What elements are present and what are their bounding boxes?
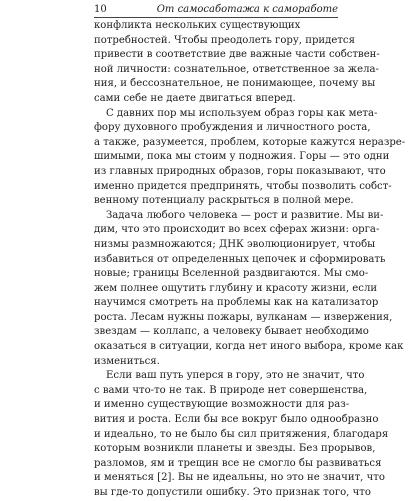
text-line: из главных природных образов, горы показывают, что xyxy=(94,165,386,177)
text-line: потребностей. Чтобы преодолеть гору, придется xyxy=(94,34,355,46)
header-rule xyxy=(94,17,338,18)
text-line: привести в соответствие две важные части собствен- xyxy=(94,49,380,61)
text-line: которым возникли планеты и звезды. Без прорывов, xyxy=(94,443,376,455)
page-number: 10 xyxy=(94,4,107,15)
text-line: фору духовного пробуждения и личностного роста, xyxy=(94,122,371,134)
text-line: избавиться от определенных цепочек и сформировать xyxy=(94,253,386,265)
text-line: научимся смотреть на проблемы как на катализатор xyxy=(94,297,379,309)
text-line: С давних пор мы используем образ горы как мета- xyxy=(106,107,378,119)
text-line: ния, и бессознательное, не понимающее, почему вы xyxy=(94,78,376,90)
text-line: и меняться [2]. Вы не идеальны, но это не значит, что xyxy=(94,472,385,484)
text-line: вития и роста. Если бы все вокруг было однообразно xyxy=(94,414,379,426)
text-line: Задача любого человека — рост и развитие. Мы ви- xyxy=(106,209,384,221)
text-line: ной личности: сознательное, ответственное за жела- xyxy=(94,63,379,75)
page-body xyxy=(94,19,406,501)
running-title: От самосаботажа к самоработе xyxy=(156,4,338,15)
text-line: с вами что-то не так. В природе нет совершенства, xyxy=(94,384,368,396)
paragraph xyxy=(94,107,406,209)
running-header xyxy=(94,4,338,16)
text-line: и именно существующие возможности для раз- xyxy=(94,399,350,411)
text-line: сами себе не даете двигаться вперед. xyxy=(94,92,296,104)
text-line: конфликта нескольких существующих xyxy=(94,20,301,31)
text-line: роста. Лесам нужны пожары, вулканам — извержения, xyxy=(94,311,393,323)
text-line: а также, разумеется, проблем, которые кажутся неразре- xyxy=(94,136,406,148)
text-line: и идеально, то не было бы сил притяжения, благодаря xyxy=(94,428,389,440)
text-line: вы где-то допустили ошибку. Это признак того, что xyxy=(94,487,371,498)
text-line: шимыми, пока мы стоим у подножия. Горы — это одни xyxy=(94,151,390,163)
text-line: измениться. xyxy=(94,355,160,367)
text-line: жем полнее ощутить глубину и красоту жизни, если xyxy=(94,282,378,294)
text-line: дим, что это происходит во всех сферах жизни: орга- xyxy=(94,224,380,236)
text-line: звездам — коллапс, а человеку бывает необходимо xyxy=(94,326,369,338)
text-line: венному потенциалу раскрыться в полной мере. xyxy=(94,195,354,207)
text-line: новые; границы Вселенной раздвигаются. Мы смо- xyxy=(94,268,369,280)
text-line: оказаться в ситуации, когда нет иного выбора, кроме как xyxy=(94,341,404,353)
text-line: низмы размножаются; ДНК эволюционирует, чтобы xyxy=(94,238,376,250)
text-line: Если ваш путь уперся в гору, это не значит, что xyxy=(106,370,365,382)
paragraph xyxy=(94,369,389,500)
text-line: разломов, ям и трещин все не смогло бы развиваться xyxy=(94,457,382,469)
paragraph xyxy=(94,209,404,370)
paragraph xyxy=(94,19,380,107)
text-line: именно придется предпринять, чтобы позволить собст- xyxy=(94,180,392,192)
